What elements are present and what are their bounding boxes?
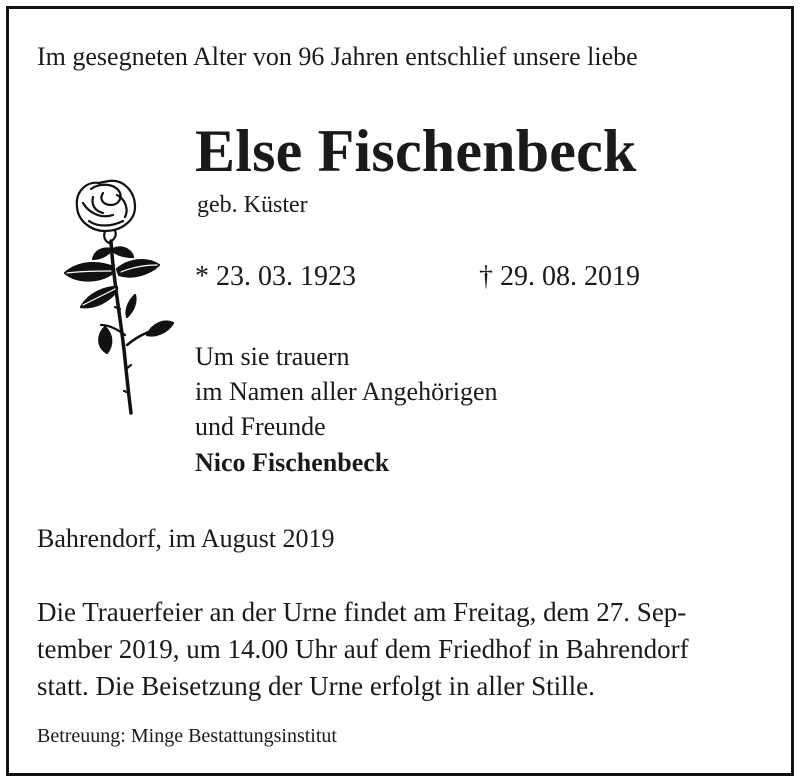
mourning-line-3: und Freunde <box>195 412 326 441</box>
death-date: † 29. 08. 2019 <box>479 261 640 292</box>
obituary-notice <box>6 6 794 776</box>
birth-date: * 23. 03. 1923 <box>195 261 356 292</box>
intro-text: Im gesegneten Alter von 96 Jahren entschlief unsere liebe <box>37 42 638 71</box>
funeral-line-1: Die Trauerfeier an der Urne findet am Freitag, dem 27. Sep- <box>37 597 687 627</box>
mourner-name: Nico Fischenbeck <box>195 448 390 477</box>
funeral-line-3: statt. Die Beisetzung der Urne erfolgt in aller Stille. <box>37 671 595 701</box>
deceased-name: Else Fischenbeck <box>195 118 637 184</box>
mourning-line-1: Um sie trauern <box>195 342 350 371</box>
place-date: Bahrendorf, im August 2019 <box>37 524 335 553</box>
rose-icon <box>47 169 177 419</box>
funeral-line-2: tember 2019, um 14.00 Uhr auf dem Friedhof in Bahrendorf <box>37 634 689 664</box>
funeral-home-credit: Betreuung: Minge Bestattungsinstitut <box>37 725 337 747</box>
mourning-line-2: im Namen aller Angehörigen <box>195 377 498 406</box>
maiden-name: geb. Küster <box>197 192 308 218</box>
